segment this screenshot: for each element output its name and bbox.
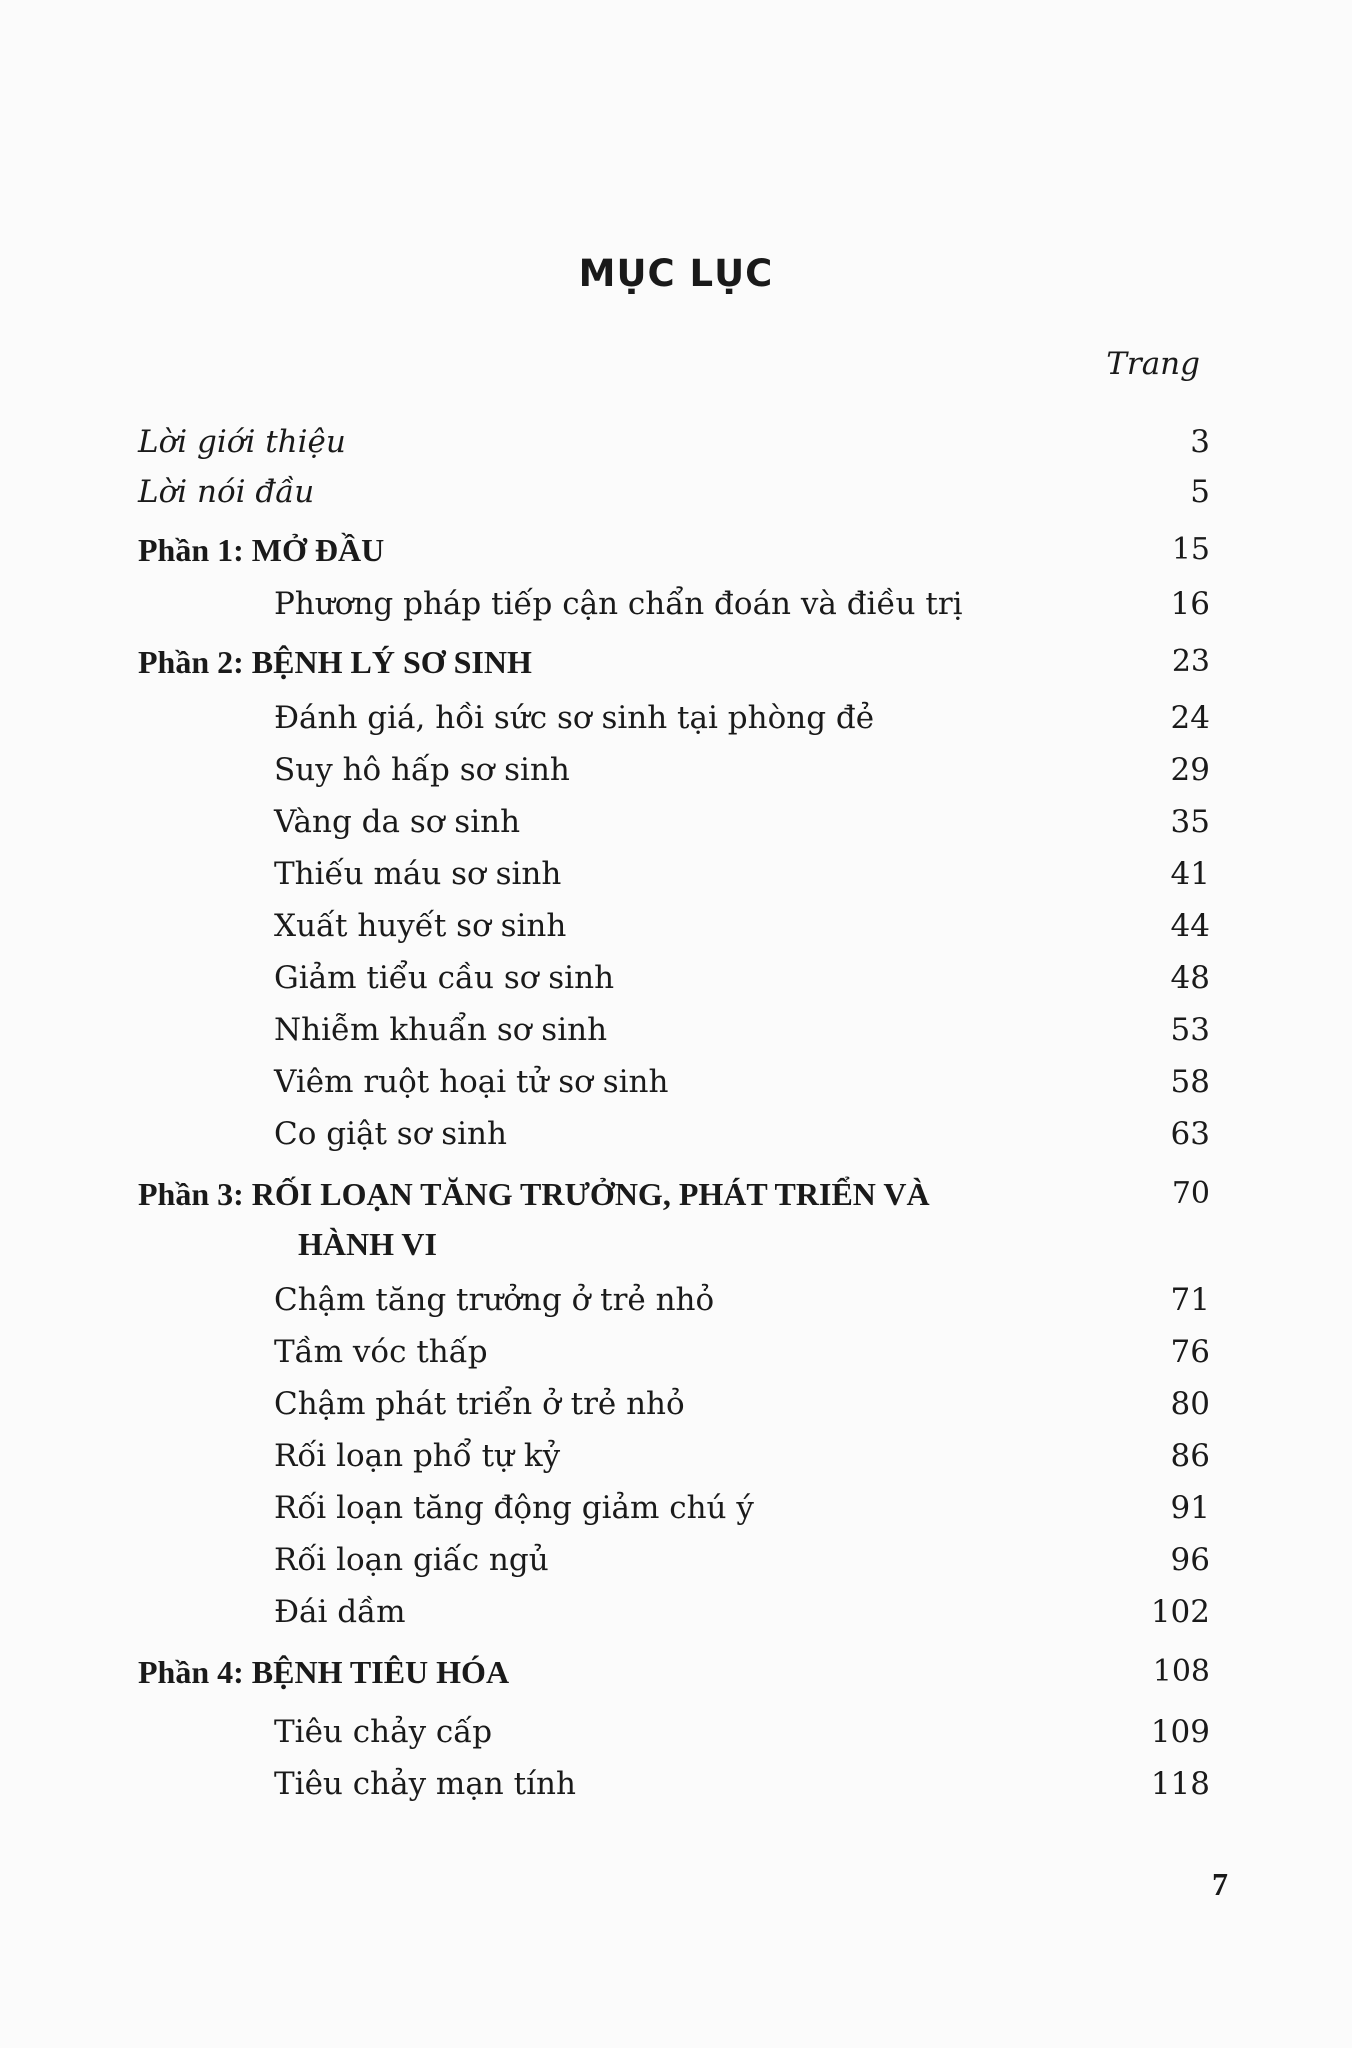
toc-part-label-continuation: HÀNH VI bbox=[298, 1226, 437, 1262]
page-column-header: Trang bbox=[1106, 346, 1200, 382]
toc-entry-label: Chậm tăng trưởng ở trẻ nhỏ bbox=[274, 1282, 715, 1318]
toc-entry-label: Thiếu máu sơ sinh bbox=[274, 856, 562, 892]
toc-entry-page: 24 bbox=[1170, 700, 1210, 736]
toc-entry-label: Lời giới thiệu bbox=[138, 424, 346, 460]
toc-entry-page: 48 bbox=[1170, 960, 1210, 996]
toc-entry-label: Rối loạn phổ tự kỷ bbox=[274, 1438, 561, 1474]
toc-part-label: Phần 4: BỆNH TIÊU HÓA bbox=[138, 1654, 510, 1690]
toc-entry-page: 109 bbox=[1150, 1714, 1210, 1750]
toc-entry-label: Rối loạn tăng động giảm chú ý bbox=[274, 1490, 754, 1526]
toc-entry-page: 53 bbox=[1170, 1012, 1210, 1048]
toc-entry-label: Phương pháp tiếp cận chẩn đoán và điều trị bbox=[274, 586, 963, 622]
toc-entry-page: 71 bbox=[1170, 1282, 1210, 1318]
toc-entry-label: Co giật sơ sinh bbox=[274, 1116, 507, 1152]
toc-entry-label: Đái dầm bbox=[274, 1594, 406, 1630]
toc-entry-page: 44 bbox=[1170, 908, 1210, 944]
toc-part-page: 70 bbox=[1171, 1176, 1210, 1211]
toc-part-page: 108 bbox=[1152, 1654, 1210, 1689]
toc-entry-page: 58 bbox=[1170, 1064, 1210, 1100]
toc-part-label: Phần 3: RỐI LOẠN TĂNG TRƯỞNG, PHÁT TRIỂN VÀ bbox=[138, 1176, 930, 1212]
toc-entry-label: Vàng da sơ sinh bbox=[274, 804, 521, 840]
toc-entry-label: Suy hô hấp sơ sinh bbox=[274, 752, 570, 788]
toc-entry-label: Tầm vóc thấp bbox=[274, 1334, 488, 1370]
toc-entry-page: 118 bbox=[1150, 1766, 1210, 1802]
toc-entry-page: 35 bbox=[1170, 804, 1210, 840]
toc-entry-label: Giảm tiểu cầu sơ sinh bbox=[274, 960, 615, 996]
toc-entry-page: 63 bbox=[1170, 1116, 1210, 1152]
toc-entry-page: 3 bbox=[1190, 424, 1210, 460]
toc-entry-page: 41 bbox=[1170, 856, 1210, 892]
toc-entry-label: Rối loạn giấc ngủ bbox=[274, 1542, 549, 1578]
toc-part-label: Phần 2: BỆNH LÝ SƠ SINH bbox=[138, 644, 532, 680]
toc-entry-page: 29 bbox=[1170, 752, 1210, 788]
toc-entry-label: Đánh giá, hồi sức sơ sinh tại phòng đẻ bbox=[274, 700, 875, 736]
toc-entry-page: 76 bbox=[1170, 1334, 1210, 1370]
toc-entry-label: Nhiễm khuẩn sơ sinh bbox=[274, 1012, 608, 1048]
toc-entry-page: 80 bbox=[1170, 1386, 1210, 1422]
toc-entry-label: Lời nói đầu bbox=[138, 474, 315, 510]
page-title: MỤC LỤC bbox=[578, 252, 774, 295]
page-number: 7 bbox=[1212, 1866, 1228, 1902]
toc-part-label: Phần 1: MỞ ĐẦU bbox=[138, 532, 385, 568]
toc-entry-page: 16 bbox=[1170, 586, 1210, 622]
toc-entry-label: Viêm ruột hoại tử sơ sinh bbox=[274, 1064, 669, 1100]
toc-entry-page: 102 bbox=[1150, 1594, 1210, 1630]
toc-entry-page: 91 bbox=[1170, 1490, 1210, 1526]
toc-entry-label: Xuất huyết sơ sinh bbox=[274, 908, 567, 944]
toc-entry-page: 96 bbox=[1170, 1542, 1210, 1578]
toc-entry-page: 5 bbox=[1190, 474, 1210, 510]
toc-entry-label: Tiêu chảy cấp bbox=[274, 1714, 493, 1750]
toc-entry-label: Tiêu chảy mạn tính bbox=[274, 1766, 576, 1802]
toc-entry-label: Chậm phát triển ở trẻ nhỏ bbox=[274, 1386, 685, 1422]
toc-entry-page: 86 bbox=[1170, 1438, 1210, 1474]
toc-part-page: 23 bbox=[1171, 644, 1210, 679]
toc-part-page: 15 bbox=[1171, 532, 1210, 567]
